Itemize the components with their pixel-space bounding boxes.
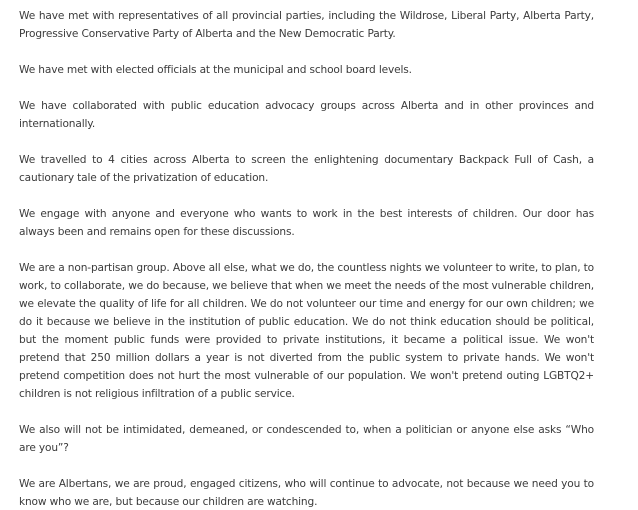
paragraph-provincial-parties: We have met with representatives of all provincial parties, including the Wildrose, Liberal Party, Alberta Party, Progressive Conservative Party of Alberta and the New Democratic Party. [19,10,594,40]
paragraph-non-partisan: We are a non-partisan group. Above all else, what we do, the countless nights we volunteer to write, to plan, to work, to collaborate, we do because, we believe that when we meet the needs of the most vulnerable children, we elevate the quality of life for all children. We do not volunteer our time and energy for our own children; we do it because we believe in the institution of public education. We do not think education should be political, but the moment public funds were provided to private institutions, it became a political issue. We won't pretend that 250 million dollars a year is not diverted from the public system to private hands. We won't pretend competition does not hurt the most vulnerable of our population. We won't pretend outing LGBTQ2+ children is not religious infiltration of a public service. [19,262,594,400]
paragraph-not-intimidated: We also will not be intimidated, demeaned, or condescended to, when a politician or anyone else asks “Who are you”? [19,424,594,454]
paragraph-elected-officials: We have met with elected officials at the municipal and school board levels. [19,64,412,76]
paragraph-documentary-screening: We travelled to 4 cities across Alberta to screen the enlightening documentary Backpack Full of Cash, a cautionary tale of the privatization of education. [19,154,594,184]
paragraph-open-door: We engage with anyone and everyone who wants to work in the best interests of children. Our door has always been and remains open for these discussions. [19,208,594,238]
paragraph-advocacy-groups: We have collaborated with public education advocacy groups across Alberta and in other provinces and internationally. [19,100,594,130]
paragraph-albertans: We are Albertans, we are proud, engaged citizens, who will continue to advocate, not because we need you to know who we are, but because our children are watching. [19,478,594,508]
